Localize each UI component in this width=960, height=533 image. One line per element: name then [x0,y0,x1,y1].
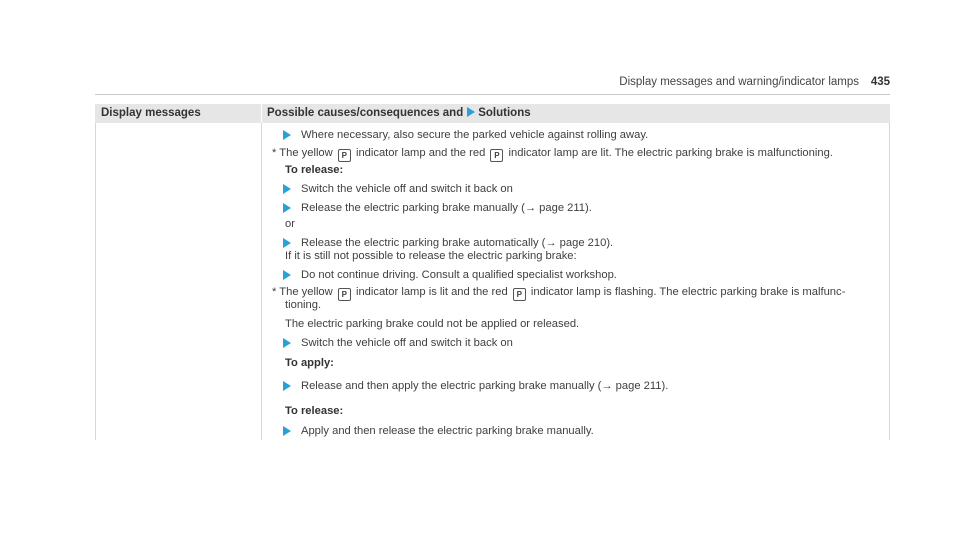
step-text: Release the electric parking brake automatically (→ page 210). [301,237,614,249]
step-text: Do not continue driving. Consult a qualified specialist workshop. [301,269,617,281]
parking-brake-icon: P [513,288,526,301]
cause-text: indicator lamp are lit. The electric parking brake is malfunctioning. [508,147,833,159]
page-number: 435 [870,76,890,88]
cause-text: * The yellow [272,147,333,159]
table-column-divider [261,123,262,440]
step-text: Switch the vehicle off and switch it back on [301,337,513,349]
cause-text: indicator lamp is flashing. The electric parking brake is malfunc- [530,286,846,298]
step-arrow-icon [283,184,291,194]
step-arrow-icon [283,381,291,391]
step-arrow-icon [283,338,291,348]
running-header-title: Display messages and warning/indicator lamps [619,76,859,88]
step-arrow-icon [283,426,291,436]
step-arrow-icon [283,203,291,213]
header-rule [95,94,890,95]
cause-text-cont: tioning. [285,299,322,311]
step-text: Where necessary, also secure the parked vehicle against rolling away. [301,129,649,141]
step-text: Release and then apply the electric parking brake manually (→ page 211). [301,380,669,392]
cause-text: indicator lamp and the red [355,147,486,159]
header-divider [261,104,262,123]
subheading-to-release: To release: [285,164,344,176]
col-header-causes-label: Possible causes/consequences and [267,107,464,119]
subheading-to-release: To release: [285,405,344,417]
table-left-border [95,123,96,440]
parking-brake-icon: P [338,149,351,162]
step-text: Apply and then release the electric parking brake manually. [301,425,594,437]
step-arrow-icon [283,130,291,140]
col-header-display-messages: Display messages [101,107,201,119]
parking-brake-icon: P [338,288,351,301]
step-arrow-icon [283,238,291,248]
cause-text: * The yellow [272,286,333,298]
solution-arrow-icon [467,107,475,117]
step-text: Switch the vehicle off and switch it back on [301,183,513,195]
consequence-text: The electric parking brake could not be applied or released. [285,318,580,330]
cause-line [272,285,845,301]
step-arrow-icon [283,270,291,280]
cause-text: indicator lamp is lit and the red [355,286,508,298]
parking-brake-icon: P [490,149,503,162]
cause-line [272,146,833,162]
col-header-solutions-label: Solutions [478,107,531,119]
subheading-to-apply: To apply: [285,357,334,369]
note-text: If it is still not possible to release the electric parking brake: [285,250,577,262]
or-text: or [285,218,295,230]
table-header [95,104,890,123]
step-text: Release the electric parking brake manually (→ page 211). [301,202,592,214]
table-right-border [889,123,890,440]
col-header-causes-solutions [267,107,531,119]
